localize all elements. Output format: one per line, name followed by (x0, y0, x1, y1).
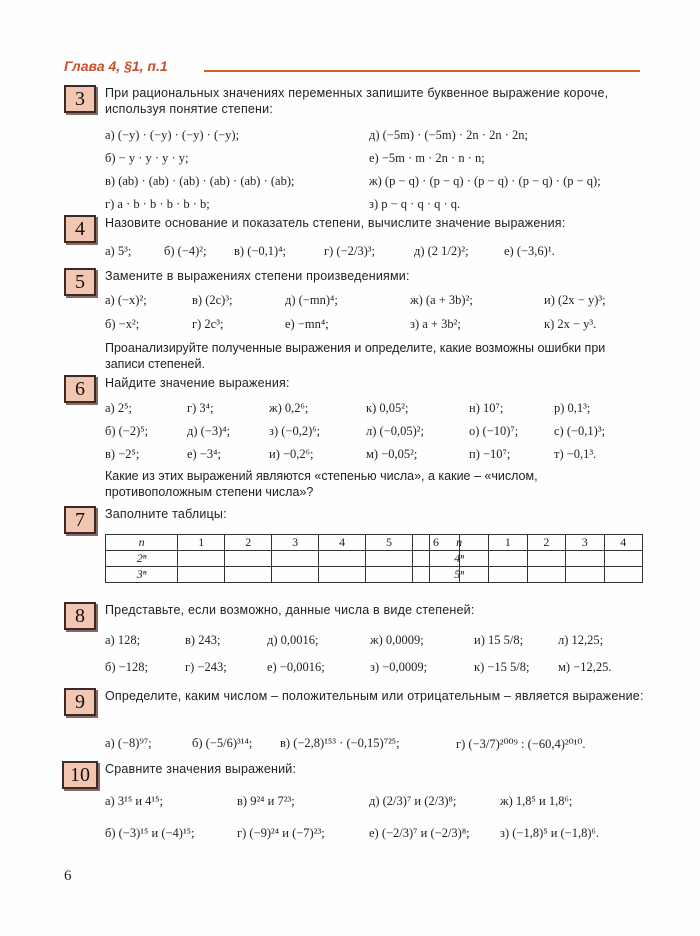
task-item: д) (2 1/2)²; (414, 244, 469, 258)
task-item: к) 0,05²; (366, 401, 409, 415)
table-cell-empty[interactable] (604, 567, 642, 583)
task-item: и) (2x − y)³; (544, 293, 606, 307)
task-item: к) −15 5/8; (474, 660, 530, 674)
task-item: б) (−4)²; (164, 244, 207, 258)
task-note: Какие из этих выражений являются «степенью числа», а какие – «числом, противоположным степени числа»? (105, 469, 538, 499)
table-cell-empty[interactable] (566, 567, 604, 583)
table-cell: 2 (225, 535, 272, 551)
table-cell-empty[interactable] (178, 551, 225, 567)
table-cell-empty[interactable] (319, 567, 366, 583)
chapter-header (64, 58, 640, 76)
table-cell: 5 (366, 535, 413, 551)
table-cell: 4 (319, 535, 366, 551)
task-item: в) (ab) · (ab) · (ab) · (ab) · (ab) · (ab); (105, 174, 295, 188)
task-item: з) (−1,8)⁵ и (−1,8)⁶. (500, 826, 600, 840)
table-cell-empty[interactable] (178, 567, 225, 583)
task-item: м) −0,05²; (366, 447, 418, 461)
task-item: и) 15 5/8; (474, 633, 524, 647)
task-prompt: Замените в выражениях степени произведениями: (105, 269, 410, 283)
task-prompt: Определите, каким числом – положительным или отрицательным – является выражение: (105, 689, 644, 703)
task-item: ж) (a + 3b)²; (410, 293, 473, 307)
task-item: г) 3⁴; (187, 401, 214, 415)
task-item: п) −10⁷; (469, 447, 511, 461)
table-cell-empty[interactable] (489, 551, 527, 567)
task-prompt: Назовите основание и показатель степени, вычислите значение выражения: (105, 216, 566, 230)
table-cell: 6 (412, 535, 459, 551)
task-item: г) 2c³; (192, 317, 224, 331)
task-item: г) (−3/7)²⁰⁰⁹ : (−60,4)²⁰¹⁰. (456, 737, 586, 751)
page-number: 6 (64, 868, 72, 884)
task-item: д) (2/3)⁷ и (2/3)⁸; (369, 794, 457, 808)
task-number: 9 (64, 688, 96, 716)
powers-table-2 (429, 534, 643, 583)
table-cell: 2ⁿ (106, 551, 178, 567)
task-item: в) (−0,1)⁴; (234, 244, 287, 258)
task-item: о) (−10)⁷; (469, 424, 519, 438)
task-number: 3 (64, 85, 96, 113)
task-item: ж) (p − q) · (p − q) · (p − q) · (p − q) · (p − q); (369, 174, 601, 188)
task-item: а) 5³; (105, 244, 132, 258)
task-item: в) (−2,8)¹⁵³ · (−0,15)⁷²⁵; (280, 736, 400, 750)
task-item: г) a · b · b · b · b · b; (105, 197, 210, 211)
task-number: 7 (64, 506, 96, 534)
table-cell: 3 (566, 535, 604, 551)
table-cell-empty[interactable] (272, 567, 319, 583)
task-item: в) −2⁵; (105, 447, 140, 461)
task-item: б) (−5/6)³¹⁴; (192, 736, 253, 750)
table-cell: 5ⁿ (430, 567, 489, 583)
task-prompt: Найдите значение выражения: (105, 376, 290, 390)
table-cell-empty[interactable] (366, 551, 413, 567)
task-item: ж) 0,2⁶; (269, 401, 309, 415)
task-item: а) 2⁵; (105, 401, 132, 415)
table-cell-empty[interactable] (489, 567, 527, 583)
task-item: д) (−5m) · (−5m) · 2n · 2n · 2n; (369, 128, 528, 142)
task-item: в) 243; (185, 633, 221, 647)
task-item: в) (2c)³; (192, 293, 233, 307)
powers-table-1 (105, 534, 460, 583)
task-item: л) (−0,05)²; (366, 424, 424, 438)
task-item: е) −3⁴; (187, 447, 221, 461)
table-cell: n (430, 535, 489, 551)
task-item: г) (−9)²⁴ и (−7)²³; (237, 826, 325, 840)
task-item: д) (−mn)⁴; (285, 293, 338, 307)
task-item: и) −0,2⁶; (269, 447, 314, 461)
task-item: г) (−2/3)³; (324, 244, 375, 258)
table-cell-empty[interactable] (319, 551, 366, 567)
task-item: б) −x²; (105, 317, 140, 331)
task-item: а) 3¹⁵ и 4¹⁵; (105, 794, 163, 808)
table-cell: 2 (527, 535, 565, 551)
chapter-title: Глава 4, §1, п.1 (64, 58, 168, 74)
table-cell: 1 (489, 535, 527, 551)
task-item: д) 0,0016; (267, 633, 319, 647)
task-item: е) (−3,6)¹. (504, 244, 555, 258)
table-cell-empty[interactable] (527, 551, 565, 567)
task-item: ж) 1,8⁵ и 1,8⁶; (500, 794, 573, 808)
table-cell-empty[interactable] (272, 551, 319, 567)
task-number: 4 (64, 215, 96, 243)
task-item: б) −128; (105, 660, 148, 674)
table-cell: 4 (604, 535, 642, 551)
table-cell-empty[interactable] (527, 567, 565, 583)
task-item: з) a + 3b²; (410, 317, 461, 331)
table-cell: 3ⁿ (106, 567, 178, 583)
task-item: м) −12,25. (558, 660, 612, 674)
task-item: з) −0,0009; (370, 660, 428, 674)
task-number: 8 (64, 602, 96, 630)
task-item: з) (−0,2)⁶; (269, 424, 321, 438)
task-item: л) 12,25; (558, 633, 604, 647)
task-item: е) −5m · m · 2n · n · n; (369, 151, 485, 165)
task-item: ж) 0,0009; (370, 633, 424, 647)
table-cell: n (106, 535, 178, 551)
task-prompt: Представьте, если возможно, данные числа в виде степеней: (105, 603, 475, 617)
task-prompt: При рациональных значениях переменных запишите буквенное выражение короче, используя понятие степени: (105, 86, 609, 116)
task-number: 6 (64, 375, 96, 403)
table-cell-empty[interactable] (366, 567, 413, 583)
table-cell-empty[interactable] (566, 551, 604, 567)
task-item: в) 9²⁴ и 7²³; (237, 794, 295, 808)
task-item: е) −0,0016; (267, 660, 325, 674)
header-rule (204, 70, 640, 72)
task-item: с) (−0,1)³; (554, 424, 606, 438)
table-cell-empty[interactable] (225, 567, 272, 583)
table-cell-empty[interactable] (225, 551, 272, 567)
table-cell: 1 (178, 535, 225, 551)
table-cell: 3 (272, 535, 319, 551)
task-item: а) 128; (105, 633, 141, 647)
task-item: р) 0,1³; (554, 401, 591, 415)
task-note: Проанализируйте полученные выражения и определите, какие возможны ошибки при записи степеней. (105, 341, 606, 371)
task-number: 10 (62, 761, 98, 789)
table-cell-empty[interactable] (604, 551, 642, 567)
task-item: к) 2x − y³. (544, 317, 597, 331)
task-item: б) (−2)⁵; (105, 424, 149, 438)
task-item: а) (−x)²; (105, 293, 147, 307)
task-item: г) −243; (185, 660, 227, 674)
task-item: н) 10⁷; (469, 401, 504, 415)
task-item: з) p − q · q · q · q. (369, 197, 461, 211)
task-item: а) (−y) · (−y) · (−y) · (−y); (105, 128, 240, 142)
task-item: т) −0,1³. (554, 447, 597, 461)
task-prompt: Заполните таблицы: (105, 507, 227, 521)
task-item: е) (−2/3)⁷ и (−2/3)⁸; (369, 826, 470, 840)
task-item: б) (−3)¹⁵ и (−4)¹⁵; (105, 826, 195, 840)
task-number: 5 (64, 268, 96, 296)
task-item: б) − y · y · y · y; (105, 151, 189, 165)
task-item: д) (−3)⁴; (187, 424, 231, 438)
task-item: е) −mn⁴; (285, 317, 329, 331)
task-item: а) (−8)⁹⁷; (105, 736, 152, 750)
task-prompt: Сравните значения выражений: (105, 762, 297, 776)
table-cell: 4ⁿ (430, 551, 489, 567)
